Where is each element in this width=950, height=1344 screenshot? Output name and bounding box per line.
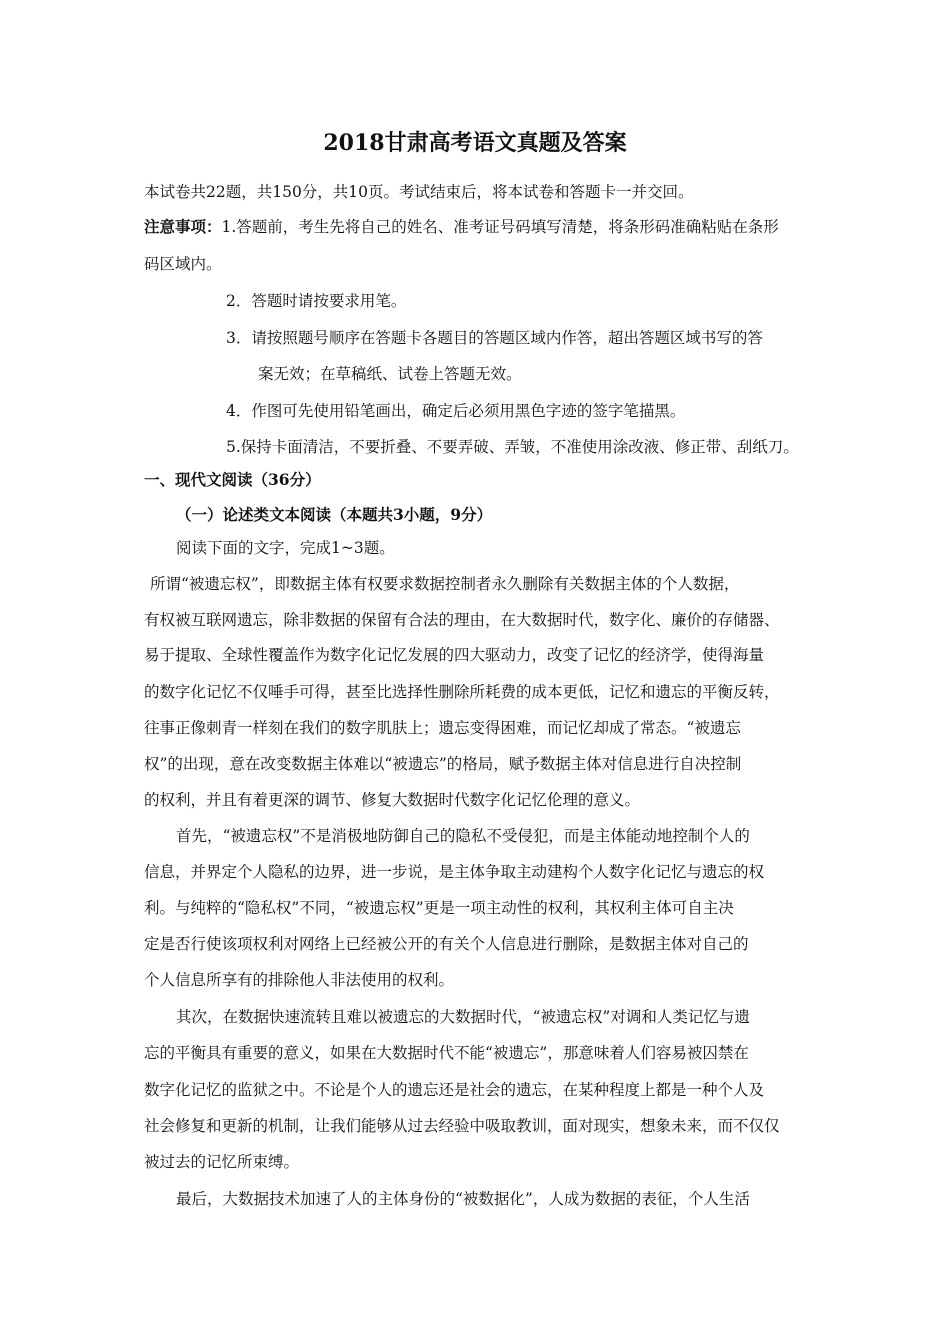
notice-label: 注意事项： — [144, 217, 222, 236]
passage-line: 定是否行使该项权利对网络上已经被公开的有关个人信息进行删除，是数据主体对自己的 — [144, 935, 749, 953]
exam-intro: 本试卷共22题，共150分，共10页。考试结束后，将本试卷和答题卡一并交回。 — [144, 183, 694, 201]
notice-item-1-cont: 码区域内。 — [144, 255, 222, 273]
sub-section-heading: （一）论述类文本阅读（本题共3小题，9分） — [176, 505, 493, 524]
passage-line: 忘的平衡具有重要的意义，如果在大数据时代不能“被遗忘”，那意味着人们容易被囚禁在 — [144, 1044, 749, 1062]
passage-line: 有权被互联网遗忘，除非数据的保留有合法的理由，在大数据时代，数字化、廉价的存储器、 — [144, 611, 780, 629]
notice-item-3-cont: 案无效；在草稿纸、试卷上答题无效。 — [258, 365, 522, 383]
passage-line: 的数字化记忆不仅唾手可得，甚至比选择性删除所耗费的成本更低，记忆和遗忘的平衡反转， — [144, 683, 780, 701]
notice-item-1 — [144, 217, 779, 237]
notice-item-4: 4．作图可先使用铅笔画出，确定后必须用黑色字迹的签字笔描黑。 — [226, 402, 686, 420]
passage-line: 往事正像刺青一样刻在我们的数字肌肤上；遗忘变得困难，而记忆却成了常态。“被遗忘 — [144, 719, 741, 737]
notice-item-2: 2．答题时请按要求用笔。 — [226, 292, 407, 310]
passage-line: 所谓“被遗忘权”，即数据主体有权要求数据控制者永久删除有关数据主体的个人数据， — [150, 575, 740, 593]
section-heading: 一、现代文阅读（36分） — [144, 470, 321, 489]
passage-line: 最后，大数据技术加速了人的主体身份的“被数据化”，人成为数据的表征，个人生活 — [176, 1190, 750, 1208]
notice-item-3: 3．请按照题号顺序在答题卡各题目的答题区域内作答，超出答题区域书写的答 — [226, 329, 763, 347]
passage-line: 数字化记忆的监狱之中。不论是个人的遗忘还是社会的遗忘，在某种程度上都是一种个人及 — [144, 1081, 765, 1099]
passage-line: 个人信息所享有的排除他人非法使用的权利。 — [144, 971, 455, 989]
passage-line: 首先，“被遗忘权”不是消极地防御自己的隐私不受侵犯，而是主体能动地控制个人的 — [176, 827, 750, 845]
notice-item-1-text: 1.答题前，考生先将自己的姓名、准考证号码填写清楚，将条形码准确粘贴在条形 — [221, 218, 779, 236]
passage-line: 利。与纯粹的“隐私权”不同，“被遗忘权”更是一项主动性的权利，其权利主体可自主决 — [144, 899, 734, 917]
passage-line: 的权利，并且有着更深的调节、修复大数据时代数字化记忆伦理的意义。 — [144, 791, 641, 809]
passage-line: 被过去的记忆所束缚。 — [144, 1153, 300, 1171]
reading-instruction: 阅读下面的文字，完成1~3题。 — [176, 539, 395, 557]
passage-line: 易于提取、全球性覆盖作为数字化记忆发展的四大驱动力，改变了记忆的经济学，使得海量 — [144, 646, 765, 664]
passage-line: 权”的出现，意在改变数据主体难以“被遗忘”的格局，赋予数据主体对信息进行自决控制 — [144, 755, 742, 773]
notice-item-5: 5.保持卡面清洁，不要折叠、不要弄破、弄皱，不准使用涂改液、修正带、刮纸刀。 — [226, 438, 799, 456]
passage-line: 其次，在数据快速流转且难以被遗忘的大数据时代，“被遗忘权”对调和人类记忆与遗 — [176, 1008, 750, 1026]
passage-line: 信息，并界定个人隐私的边界，进一步说，是主体争取主动建构个人数字化记忆与遗忘的权 — [144, 863, 765, 881]
passage-line: 社会修复和更新的机制，让我们能够从过去经验中吸取教训，面对现实，想象未来，而不仅仅 — [144, 1117, 780, 1135]
document-title: 2018甘肃高考语文真题及答案 — [323, 130, 627, 156]
